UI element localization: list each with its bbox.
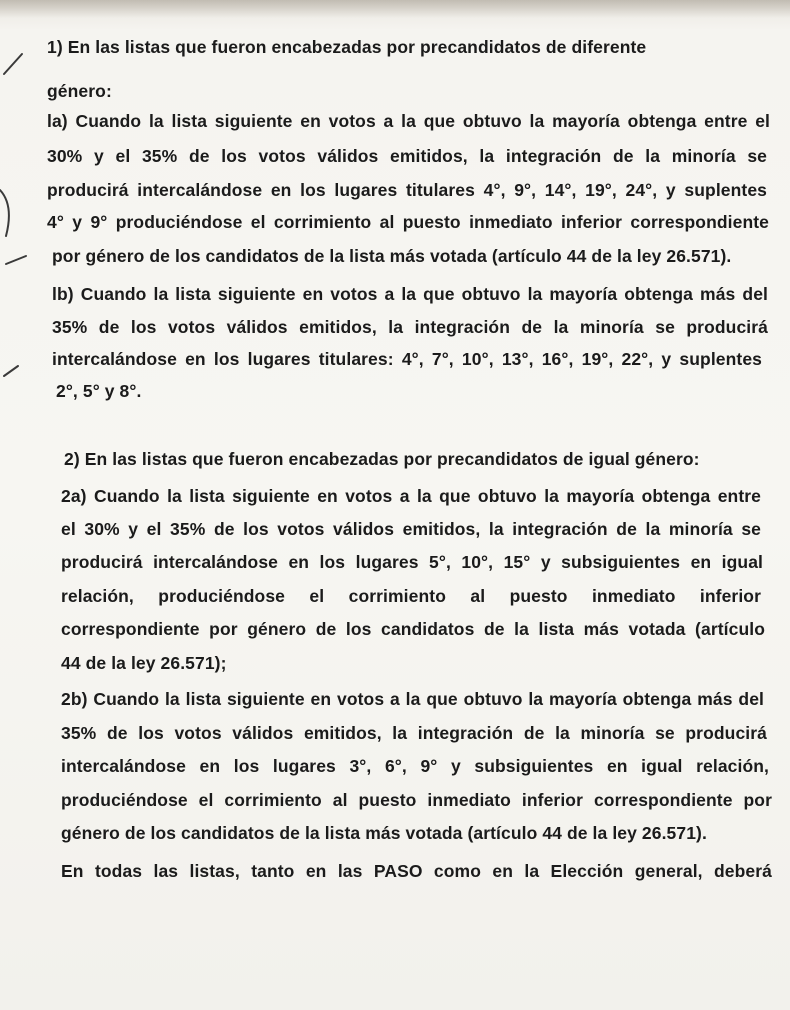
paragraph-1b-line-4: 2°, 5° y 8°. — [56, 381, 142, 401]
section-2-heading: 2) En las listas que fueron encabezadas por precandidatos de igual género: — [64, 449, 700, 469]
paragraph-2a-line-5: correspondiente por género de los candidatos de la lista más votada (artículo — [61, 619, 765, 639]
paragraph-1b-line-2: 35% de los votos válidos emitidos, la integración de la minoría se producirá — [52, 317, 768, 337]
closing-paragraph-line-1: En todas las listas, tanto en las PASO como en la Elección general, deberá — [61, 861, 772, 881]
paragraph-2b-line-2: 35% de los votos válidos emitidos, la integración de la minoría se producirá — [61, 723, 767, 743]
paragraph-2a-line-1: 2a) Cuando la lista siguiente en votos a la que obtuvo la mayoría obtenga entre — [61, 486, 761, 506]
paragraph-2a-line-6: 44 de la ley 26.571); — [61, 653, 227, 673]
paragraph-1a-line-2: 30% y el 35% de los votos válidos emitidos, la integración de la minoría se — [47, 146, 767, 166]
paragraph-2a-line-2: el 30% y el 35% de los votos válidos emitidos, la integración de la minoría se — [61, 519, 761, 539]
paragraph-2b-line-1: 2b) Cuando la lista siguiente en votos a la que obtuvo la mayoría obtenga más del — [61, 689, 764, 709]
section-1-heading-cont: género: — [47, 81, 112, 101]
paragraph-2a-line-3: producirá intercalándose en los lugares 5°, 10°, 15° y subsiguientes en igual — [61, 552, 763, 572]
paragraph-2b-line-4: produciéndose el corrimiento al puesto inmediato inferior correspondiente por — [61, 790, 772, 810]
paragraph-1b-line-3: intercalándose en los lugares titulares: 4°, 7°, 10°, 13°, 16°, 19°, 22°, y suplentes — [52, 349, 762, 369]
paragraph-2b-line-5: género de los candidatos de la lista más votada (artículo 44 de la ley 26.571). — [61, 823, 707, 843]
paragraph-1a-line-1: la) Cuando la lista siguiente en votos a la que obtuvo la mayoría obtenga entre el — [47, 111, 770, 131]
paragraph-1a-line-4: 4° y 9° produciéndose el corrimiento al puesto inmediato inferior correspondiente — [47, 212, 769, 232]
paragraph-1a-line-5: por género de los candidatos de la lista más votada (artículo 44 de la ley 26.571). — [52, 246, 732, 266]
paragraph-2b-line-3: intercalándose en los lugares 3°, 6°, 9° y subsiguientes en igual relación, — [61, 756, 769, 776]
paragraph-1a-line-3: producirá intercalándose en los lugares titulares 4°, 9°, 14°, 19°, 24°, y suplentes — [47, 180, 767, 200]
paragraph-1b-line-1: lb) Cuando la lista siguiente en votos a la que obtuvo la mayoría obtenga más del — [52, 284, 768, 304]
section-1-heading: 1) En las listas que fueron encabezadas por precandidatos de diferente — [47, 37, 647, 57]
paragraph-2a-line-4: relación, produciéndose el corrimiento al puesto inmediato inferior — [61, 586, 761, 606]
